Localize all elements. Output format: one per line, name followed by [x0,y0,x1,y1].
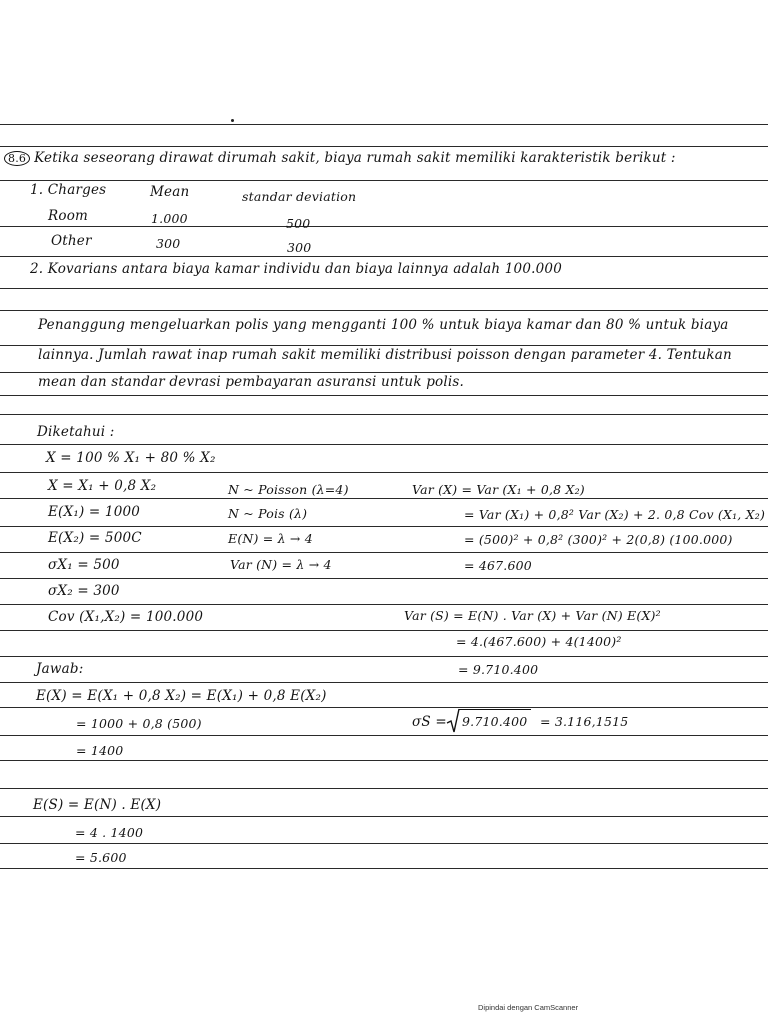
given-left-line: X = X₁ + 0,8 X₂ [48,478,157,494]
answer-line: E(X) = E(X₁ + 0,8 X₂) = E(X₁) + 0,8 E(X₂) [36,688,327,704]
answer-line: = 5.600 [75,850,127,865]
ruled-line [0,604,768,605]
given-mid-line: Var (N) = λ → 4 [230,557,332,572]
ruled-line [0,288,768,289]
table-header-charges: 1. Charges [30,182,107,198]
row-other-label: Other [51,233,92,249]
ruled-line [0,226,768,227]
statement-line-3: mean dan standar devrasi pembayaran asuransi untuk polis. [38,374,465,390]
statement-line-1: Penanggung mengeluarkan polis yang mengganti 100 % untuk biaya kamar dan 80 % untuk biaya [38,317,729,333]
given-title: Diketahui : [37,424,115,440]
answer-line: E(S) = E(N) . E(X) [33,797,162,813]
row-room-mean: 1.000 [151,211,188,226]
sigma-s-label: σS = [412,714,447,730]
table-header-sd: standar deviation [242,189,357,204]
row-other-sd: 300 [287,240,312,255]
answer-line: = 1400 [76,743,124,758]
ruled-line [0,707,768,708]
sigma-s-radicand: 9.710.400 [462,714,528,729]
given-right-line: = 467.600 [464,558,532,573]
ruled-line [0,372,768,373]
ruled-line [0,124,768,125]
given-left-line: E(X₁) = 1000 [48,504,141,520]
given-left-line: E(X₂) = 500C [48,530,142,546]
given-mid-line: E(N) = λ → 4 [228,531,313,546]
given-mid-line: N ~ Pois (λ) [228,506,308,521]
radical-bar [459,709,531,710]
ruled-line [0,578,768,579]
ruled-line [0,395,768,396]
scanner-watermark: Dipindai dengan CamScanner [478,1003,579,1012]
given-left-line: σX₂ = 300 [48,583,120,599]
ruled-line [0,816,768,817]
ruled-line [0,180,768,181]
problem-intro-text: Ketika seseorang dirawat dirumah sakit, biaya rumah sakit memiliki karakteristik berikut : [34,150,676,166]
given-right-line: = Var (X₁) + 0,8² Var (X₂) + 2. 0,8 Cov (X₁, X₂) [464,507,766,522]
square-root-icon [446,708,460,734]
covariance-note: 2. Kovarians antara biaya kamar individu dan biaya lainnya adalah 100.000 [30,261,562,277]
ruled-line [0,146,768,147]
given-left-line: X = 100 % X₁ + 80 % X₂ [46,450,216,466]
given-right-line: Var (S) = E(N) . Var (X) + Var (N) E(X)² [404,608,661,623]
ruled-line [0,735,768,736]
ruled-line [0,868,768,869]
ink-dot [231,119,234,122]
given-right-line: = (500)² + 0,8² (300)² + 2(0,8) (100.000) [464,532,733,547]
row-room-label: Room [48,208,89,224]
ruled-line [0,310,768,311]
ruled-line [0,345,768,346]
given-right-line: = 4.(467.600) + 4(1400)² [456,634,622,649]
ruled-line [0,526,768,527]
row-room-sd: 500 [286,216,311,231]
ruled-line [0,444,768,445]
sigma-s-result: = 3.116,1515 [540,714,629,729]
given-left-line: Cov (X₁,X₂) = 100.000 [48,609,204,625]
table-header-mean: Mean [150,184,190,200]
given-mid-line: N ~ Poisson (λ=4) [228,482,349,497]
ruled-line [0,498,768,499]
ruled-line [0,760,768,761]
answer-title: Jawab: [36,661,84,677]
ruled-line [0,552,768,553]
ruled-line [0,472,768,473]
problem-number: 8.6 [4,151,30,166]
given-right-line: Var (X) = Var (X₁ + 0,8 X₂) [412,482,585,497]
ruled-line [0,630,768,631]
given-left-line: σX₁ = 500 [48,557,120,573]
statement-line-2: lainnya. Jumlah rawat inap rumah sakit memiliki distribusi poisson dengan parameter 4. Tentukan [38,347,732,363]
row-other-mean: 300 [156,236,181,251]
ruled-line [0,843,768,844]
given-right-line: = 9.710.400 [458,662,539,677]
answer-line: = 1000 + 0,8 (500) [76,716,202,731]
answer-line: = 4 . 1400 [75,825,144,840]
ruled-line [0,788,768,789]
problem-intro [4,150,676,166]
ruled-line [0,256,768,257]
ruled-line [0,414,768,415]
ruled-line [0,682,768,683]
ruled-line [0,656,768,657]
